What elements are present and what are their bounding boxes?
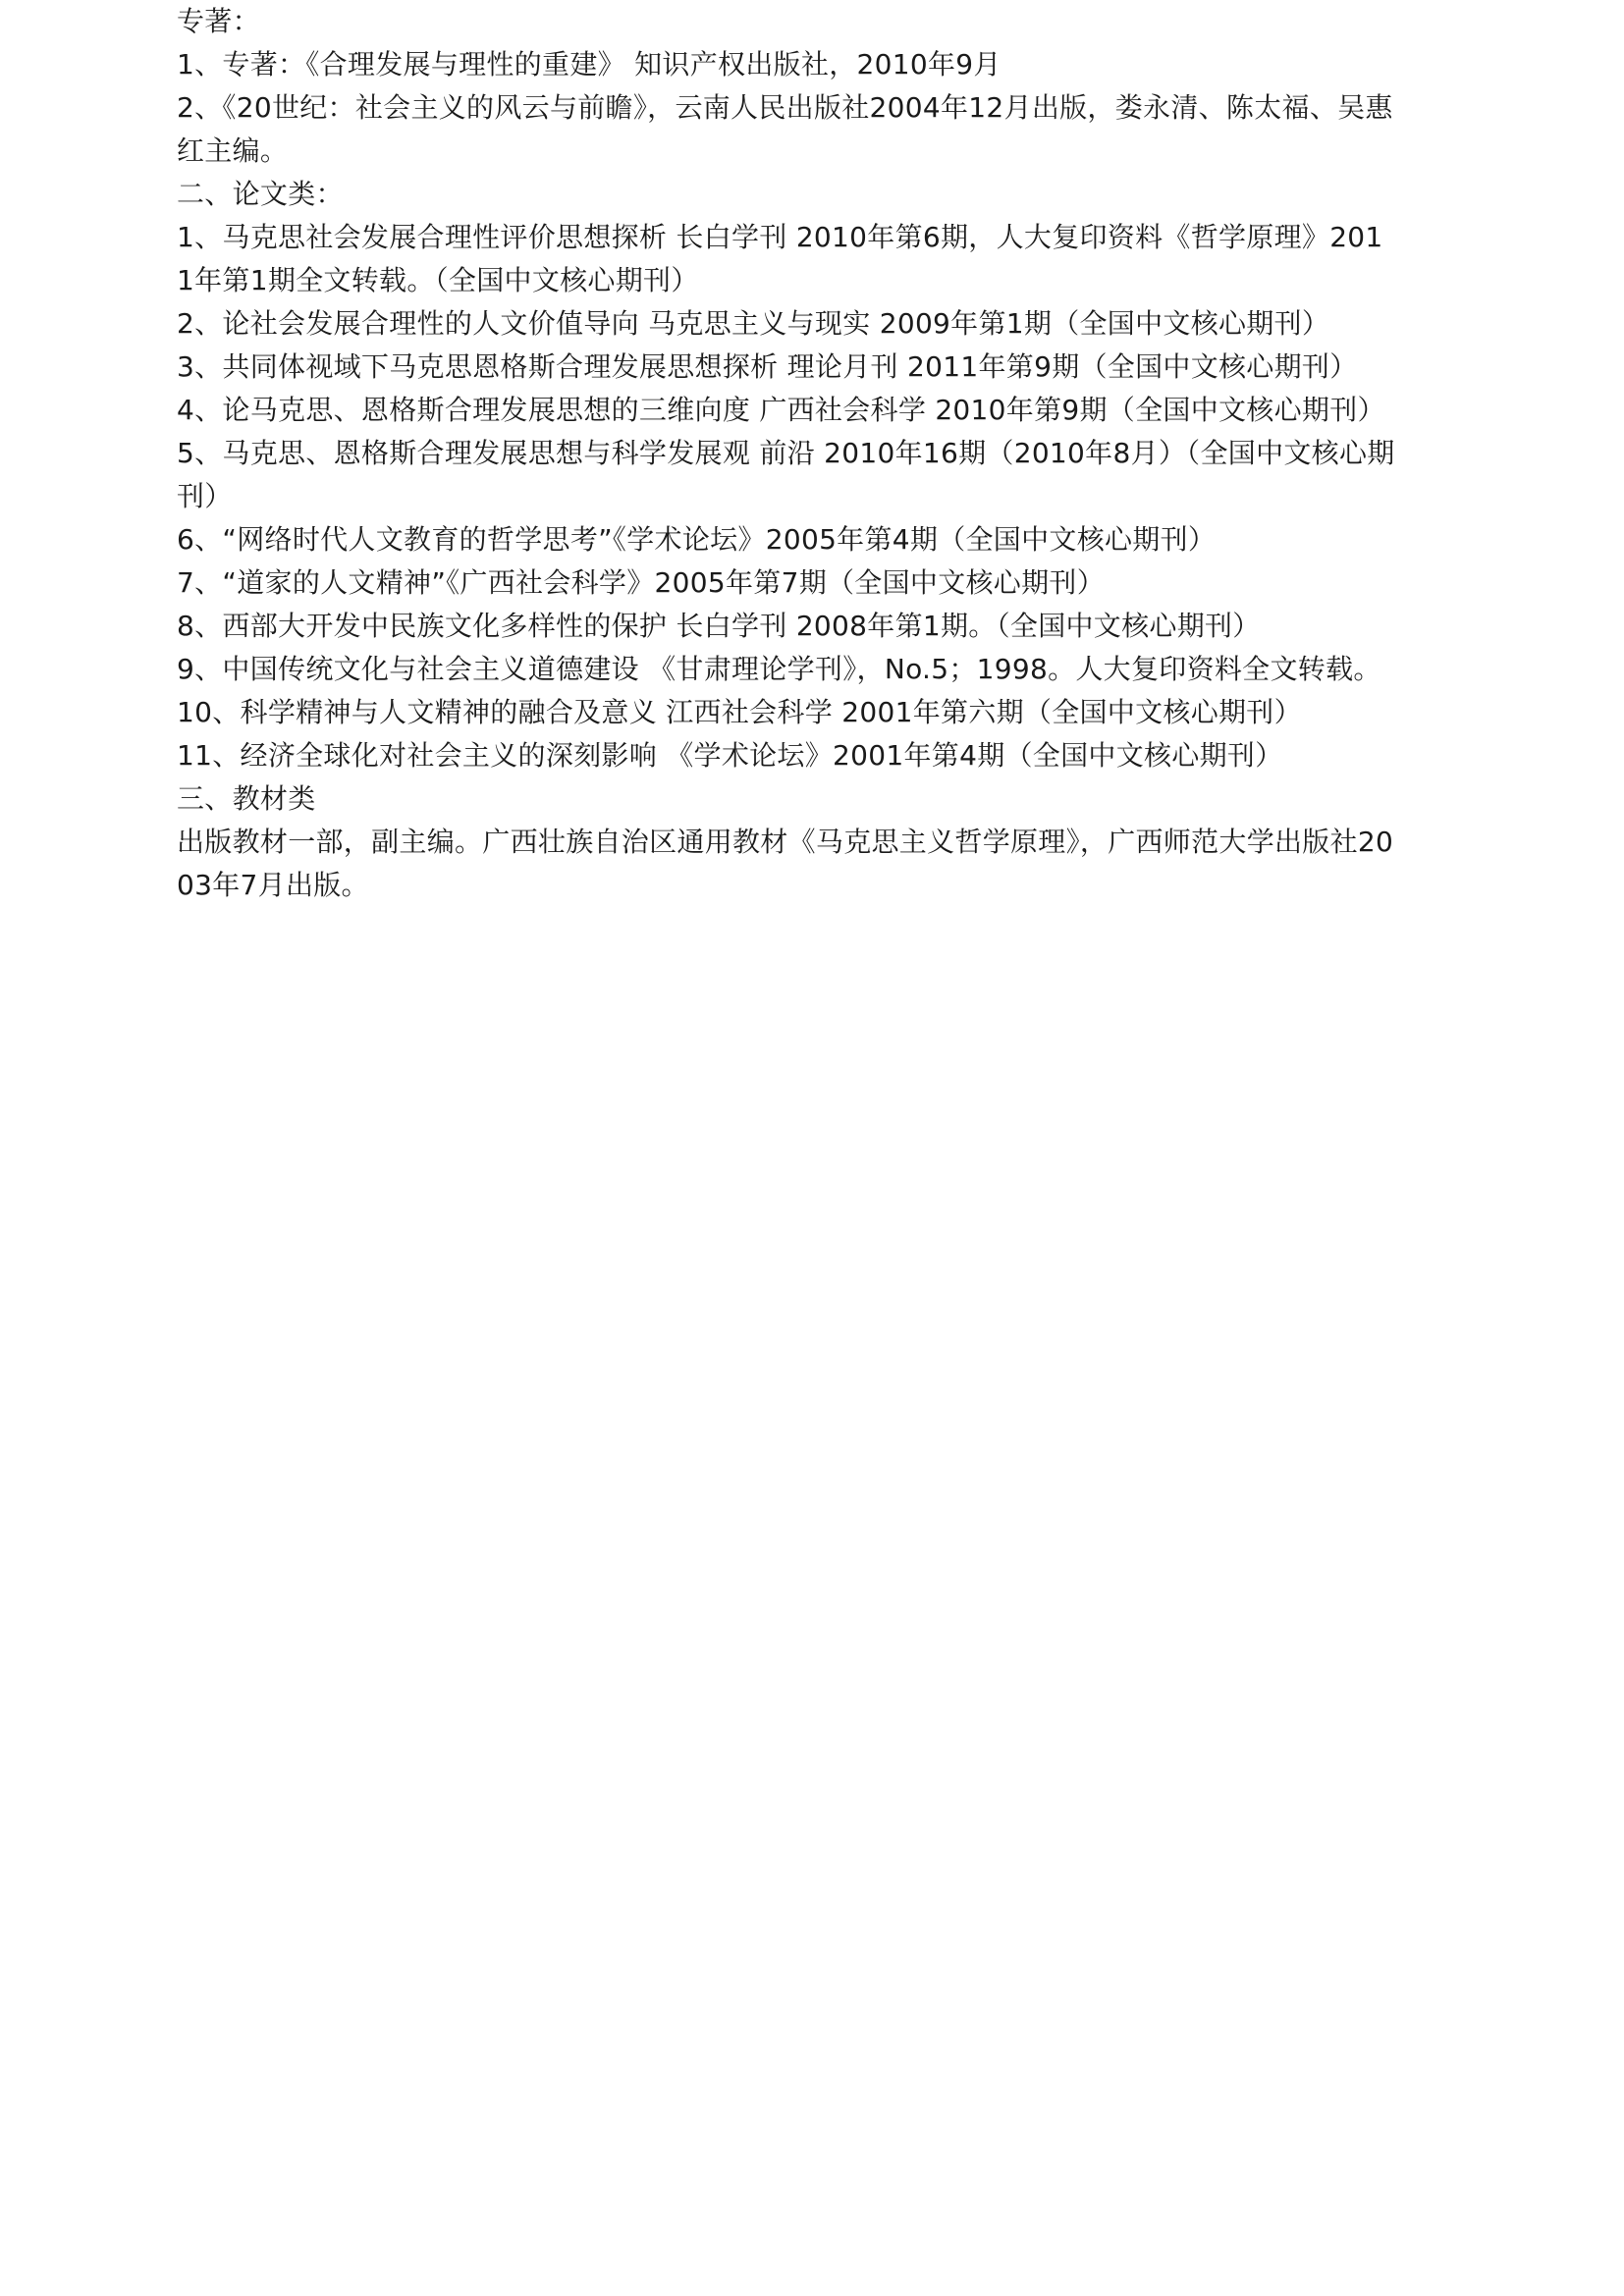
section-heading-monographs: 专著： <box>177 5 260 37</box>
paper-item-11: 11、经济全球化对社会主义的深刻影响 《学术论坛》2001年第4期（全国中文核心期刊） <box>177 739 1283 772</box>
textbook-item-1: 出版教材一部，副主编。广西壮族自治区通用教材《马克思主义哲学原理》，广西师范大学出版社2003年7月出版。 <box>177 826 1394 901</box>
paper-item-10: 10、科学精神与人文精神的融合及意义 江西社会科学 2001年第六期（全国中文核心期刊） <box>177 696 1302 728</box>
paper-item-4: 4、论马克思、恩格斯合理发展思想的三维向度 广西社会科学 2010年第9期（全国中文核心期刊） <box>177 394 1385 426</box>
section-heading-papers: 二、论文类： <box>177 178 344 210</box>
paper-item-3: 3、共同体视域下马克思恩格斯合理发展思想探析 理论月刊 2011年第9期（全国中文核心期刊） <box>177 350 1358 383</box>
paper-item-5: 5、马克思、恩格斯合理发展思想与科学发展观 前沿 2010年16期（2010年8月）（全国中文核心期刊） <box>177 437 1395 512</box>
paper-item-8: 8、西部大开发中民族文化多样性的保护 长白学刊 2008年第1期。（全国中文核心期刊） <box>177 610 1261 642</box>
section-heading-textbooks: 三、教材类 <box>177 782 316 815</box>
paper-item-1: 1、马克思社会发展合理性评价思想探析 长白学刊 2010年第6期，人大复印资料《哲学原理》2011年第1期全文转载。（全国中文核心期刊） <box>177 221 1383 296</box>
paper-item-6: 6、“网络时代人文教育的哲学思考”《学术论坛》2005年第4期（全国中文核心期刊） <box>177 523 1217 556</box>
paper-item-9: 9、中国传统文化与社会主义道德建设 《甘肃理论学刊》，No.5；1998。人大复印资料全文转载。 <box>177 653 1381 685</box>
monograph-item-2: 2、《20世纪：社会主义的风云与前瞻》，云南人民出版社2004年12月出版，娄永清、陈太福、吴惠红主编。 <box>177 91 1393 167</box>
document-body <box>177 0 1399 907</box>
monograph-item-1: 1、专著：《合理发展与理性的重建》 知识产权出版社，2010年9月 <box>177 48 1001 80</box>
paper-item-7: 7、“道家的人文精神”《广西社会科学》2005年第7期（全国中文核心期刊） <box>177 566 1106 599</box>
paper-item-2: 2、论社会发展合理性的人文价值导向 马克思主义与现实 2009年第1期（全国中文核心期刊） <box>177 307 1330 340</box>
